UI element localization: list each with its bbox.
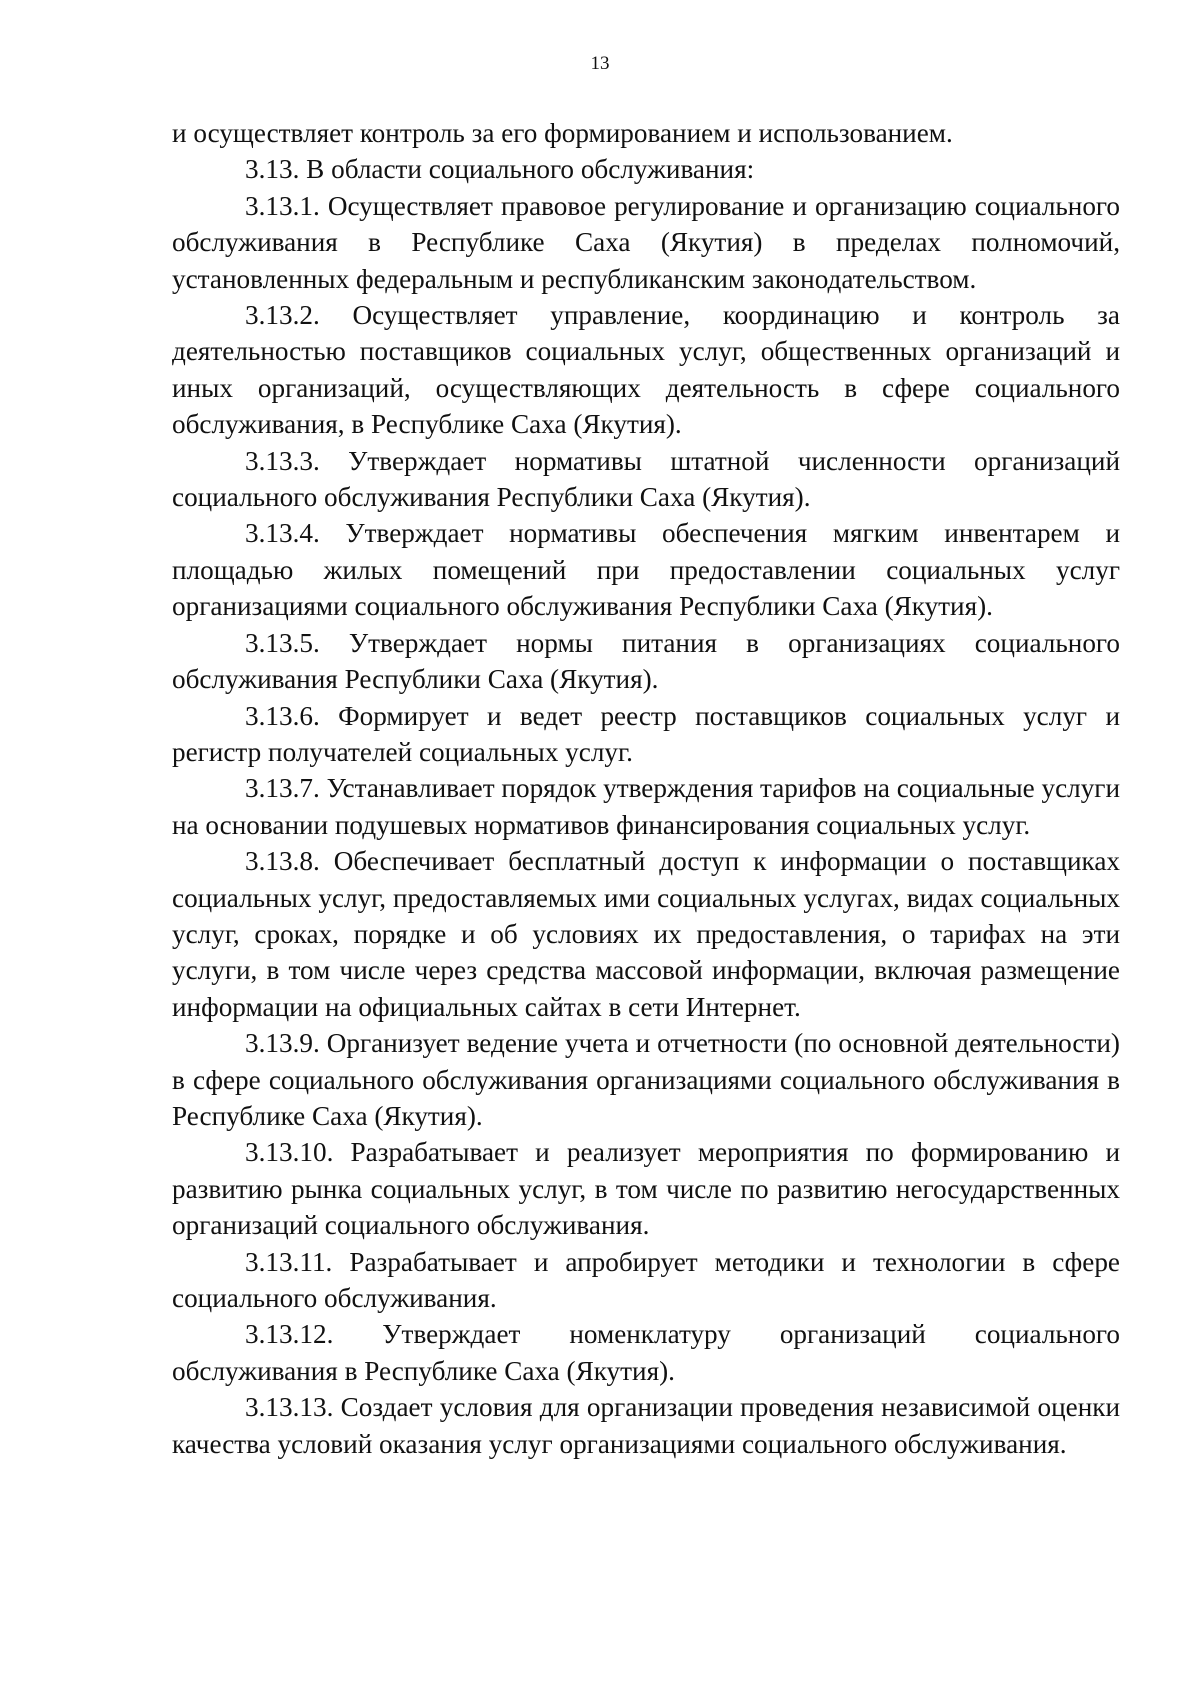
- clause-3-13-3: 3.13.3. Утверждает нормативы штатной численности организаций социального обслуживания Республики Саха (Якутия).: [172, 445, 1120, 513]
- clause-3-13-12: 3.13.12. Утверждает номенклатуру организаций социального обслуживания в Республике Саха (Якутия).: [172, 1319, 1120, 1386]
- clause-3-13-7: 3.13.7. Устанавливает порядок утверждения тарифов на социальные услуги на основании подушевых нормативов финансирования социальных услуг.: [172, 773, 1120, 840]
- clause-3-13-1: 3.13.1. Осуществляет правовое регулирование и организацию социального обслуживания в Республике Саха (Якутия) в пределах полномочий, установленных федеральным и республиканским законодательством.: [172, 190, 1120, 294]
- clause-3-13-10: 3.13.10. Разрабатывает и реализует мероприятия по формированию и развитию рынка социальных услуг, в том числе по развитию негосударственных организаций социального обслуживания.: [172, 1137, 1120, 1241]
- clause-3-13-5: 3.13.5. Утверждает нормы питания в организациях социального обслуживания Республики Саха (Якутия).: [172, 627, 1120, 695]
- paragraph-continuation: и осуществляет контроль за его формированием и использованием.: [172, 118, 953, 148]
- clause-3-13-9: 3.13.9. Организует ведение учета и отчетности (по основной деятельности) в сфере социального обслуживания организациями социального обслуживания в Республике Саха (Якутия).: [172, 1028, 1120, 1131]
- clause-3-13-4: 3.13.4. Утверждает нормативы обеспечения мягким инвентарем и площадью жилых помещений при предоставлении социальных услуг организациями социального обслуживания Республики Саха (Якутия).: [172, 518, 1120, 622]
- clause-3-13-11: 3.13.11. Разрабатывает и апробирует методики и технологии в сфере социального обслуживания.: [172, 1246, 1120, 1313]
- page-number: 13: [590, 53, 610, 74]
- clause-3-13-13: 3.13.13. Создает условия для организации проведения независимой оценки качества условий оказания услуг организациями социального обслуживания.: [172, 1392, 1120, 1459]
- clause-3-13-2: 3.13.2. Осуществляет управление, координацию и контроль за деятельностью поставщиков социальных услуг, общественных организаций и иных организаций, осуществляющих деятельность в сфере социального обслуживания, в Республике Саха (Якутия).: [172, 300, 1120, 440]
- section-heading-3-13: 3.13. В области социального обслуживания:: [245, 154, 755, 185]
- clause-3-13-8: 3.13.8. Обеспечивает бесплатный доступ к информации о поставщиках социальных услуг, предоставляемых ими социальных услугах, видах социальных услуг, сроках, порядке и об условиях их предоставления, о тарифах на эти услуги, в том числе через средства массовой информации, включая размещение информации на официальных сайтах в сети Интернет.: [172, 846, 1120, 1022]
- document-body: [172, 115, 1120, 1462]
- clause-3-13-6: 3.13.6. Формирует и ведет реестр поставщиков социальных услуг и регистр получателей социальных услуг.: [172, 700, 1120, 767]
